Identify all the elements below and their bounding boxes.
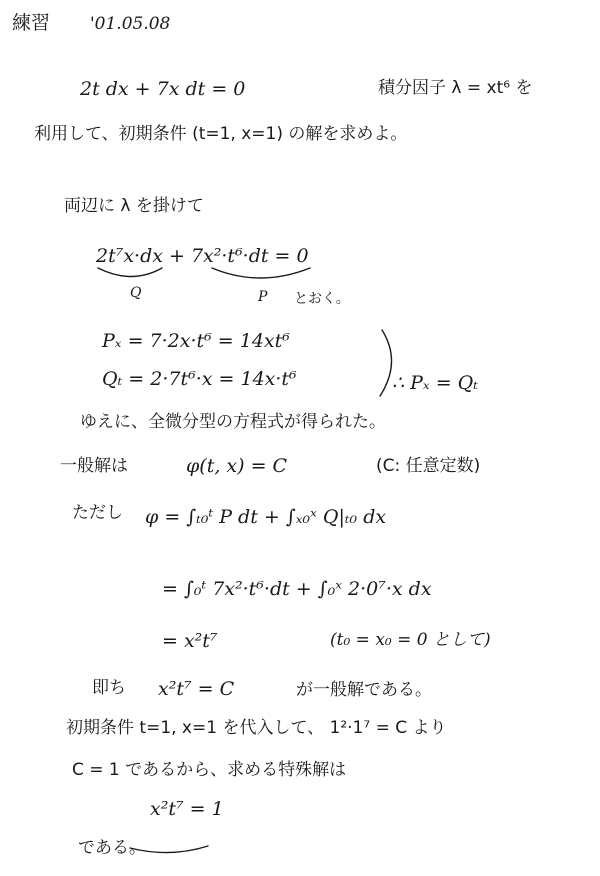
provided-label: ただし xyxy=(72,503,123,523)
q-underbrace xyxy=(98,268,162,277)
therefore-label: 即ち xyxy=(92,678,126,698)
p-label: P xyxy=(258,289,268,305)
date: '01.05.08 xyxy=(90,14,171,34)
exact-equation: 2t⁷x·dx + 7x²·t⁶·dt = 0 xyxy=(96,245,309,267)
closing-statement: である。 xyxy=(78,838,146,858)
constant-note: (C: 任意定数) xyxy=(376,456,481,476)
grouping-bracket xyxy=(380,330,392,396)
problem-equation: 2t dx + 7x dt = 0 xyxy=(80,78,246,100)
general-solution-label: 一般解は xyxy=(60,456,128,476)
page-title: 練習 xyxy=(12,12,51,34)
phi-definition: φ = ∫ₜ₀ᵗ P dt + ∫ₓ₀ˣ Q|ₜ₀ dx xyxy=(145,506,387,528)
phi-result: = x²t⁷ xyxy=(162,630,218,652)
p-partial: Pₓ = 7·2x·t⁶ = 14xt⁶ xyxy=(102,330,290,352)
general-solution-equation: φ(t, x) = C xyxy=(186,455,288,477)
constant-value: C = 1 であるから、求める特殊解は xyxy=(72,760,347,780)
initial-condition-step: 初期条件 t=1, x=1 を代入して、 1²·1⁷ = C より xyxy=(66,718,447,738)
general-solution-final: x²t⁷ = C xyxy=(158,678,235,700)
exactness-conclusion: ∴ Pₓ = Qₜ xyxy=(392,372,478,394)
particular-solution: x²t⁷ = 1 xyxy=(150,798,224,820)
p-underbrace xyxy=(212,268,310,278)
q-partial: Qₜ = 2·7t⁶·x = 14x·t⁶ xyxy=(102,368,297,390)
general-solution-note: が一般解である。 xyxy=(296,680,432,700)
step-multiply: 両辺に λ を掛けて xyxy=(64,196,204,216)
phi-substituted: = ∫₀ᵗ 7x²·t⁶·dt + ∫₀ˣ 2·0⁷·x dx xyxy=(162,578,432,600)
lower-limit-note: (t₀ = x₀ = 0 として) xyxy=(330,630,491,650)
exact-statement: ゆえに、全微分型の方程式が得られた。 xyxy=(80,412,386,432)
q-label: Q xyxy=(130,285,142,301)
problem-instruction: 利用して、初期条件 (t=1, x=1) の解を求めよ。 xyxy=(34,124,408,144)
integrating-factor: 積分因子 λ = xt⁶ を xyxy=(378,78,533,98)
p-note: とおく。 xyxy=(294,291,350,307)
